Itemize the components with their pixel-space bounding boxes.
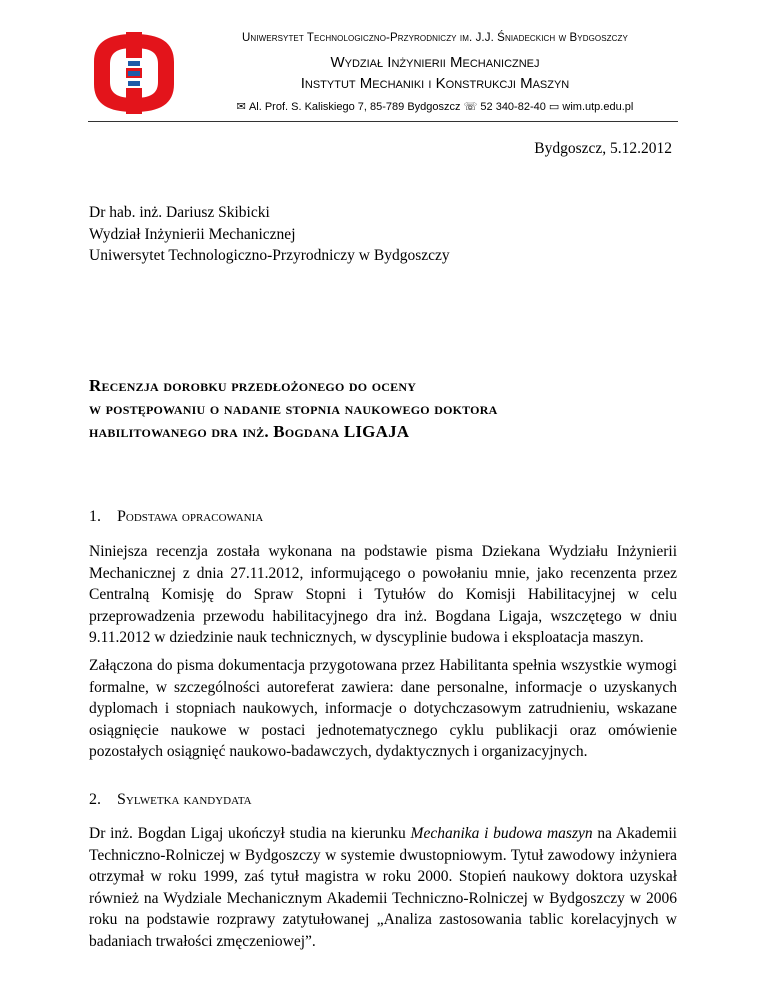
phone-icon: ☏ [463,101,478,113]
computer-icon: ▭ [548,101,560,113]
university-name: Uniwersytet Technologiczno-Przyrodniczy im. J.J. Śniadeckich w Bydgoszczy [242,32,628,44]
header-divider [88,121,678,122]
logo-blue-shape [128,61,140,86]
recipient-university: Uniwersytet Technologiczno-Przyrodniczy w Bydgoszczy [89,247,450,264]
section-2-paragraph-1: Dr inż. Bogdan Ligaj ukończył studia na kierunku Mechanika i budowa maszyn na Akademii Techniczno-Rolniczej w Bydgoszczy w systemie dwustopniowym. Tytuł zawodowy inżyniera otrzymał w roku 1999, zaś tytuł magistra w roku 2000. Stopień naukowy doktora uzyskał również na Wydziale Mechanicznym Akademii Techniczno-Rolniczej w Bydgoszczy w 2006 roku na podstawie rozprawy zatytułowanej „Analiza zastosowania tablic korelacyjnych w badaniach trwałości zmęczeniowej”. [89,825,677,950]
contact-line [190,100,680,113]
section-heading-1: 1. Podstawa opracowania [89,508,264,525]
faculty-name: Wydział Inżynierii Mechanicznej [330,54,540,71]
recipient-name: Dr hab. inż. Dariusz Skibicki [89,204,270,221]
website-link[interactable]: wim.utp.edu.pl [562,101,634,113]
title-line-3: habilitowanego dra inż. Bogdana LIGAJA [89,422,410,441]
title-line-1: Recenzja dorobku przedłożonego do oceny [89,376,417,395]
institute-name: Instytut Mechaniki i Konstrukcji Maszyn [300,75,570,92]
recipient-address [89,202,450,267]
document-title [89,374,689,443]
letter-date: Bydgoszcz, 5.12.2012 [534,140,672,157]
section-1-paragraph-2: Załączona do pisma dokumentacja przygotowana przez Habilitanta spełnia wszystkie wymogi formalne, w szczególności autoreferat zawiera: dane personalne, informacje o uzyskanych dyplomach i stopniach naukowych, informacje o dotychczasowym zatrudnieniu, wskazane osiągnięcie naukowe w postaci jednotematycznego cyklu publikacji oraz omówienie pozostałych osiągnięć naukowo-badawczych, dydaktycznych i organizacyjnych. [89,657,677,761]
envelope-icon: ✉ [236,101,246,113]
section-1-paragraph-1: Niniejsza recenzja została wykonana na podstawie pisma Dziekana Wydziału Inżynierii Mechanicznej z dnia 27.11.2012, informującego o powołaniu mnie, jako recenzenta przez Centralną Komisję do Spraw Stopni i Tytułów do Komisji Habilitacyjnej w celu przeprowadzenia przewodu habilitacyjnego dra inż. Bogdana Ligaja, wszczętego w dniu 9.11.2012 w dziedzinie nauk technicznych, w dyscyplinie budowa i eksploatacja maszyn. [89,543,677,647]
recipient-faculty: Wydział Inżynierii Mechanicznej [89,225,296,243]
section-heading-2: 2. Sylwetka kandydata [89,791,252,808]
phone-number: 52 340-82-40 [480,101,546,113]
title-line-2: w postępowaniu o nadanie stopnia naukowego doktora [89,399,498,418]
university-logo [88,28,180,118]
postal-address: Al. Prof. S. Kaliskiego 7, 85-789 Bydgoszcz [248,101,461,113]
